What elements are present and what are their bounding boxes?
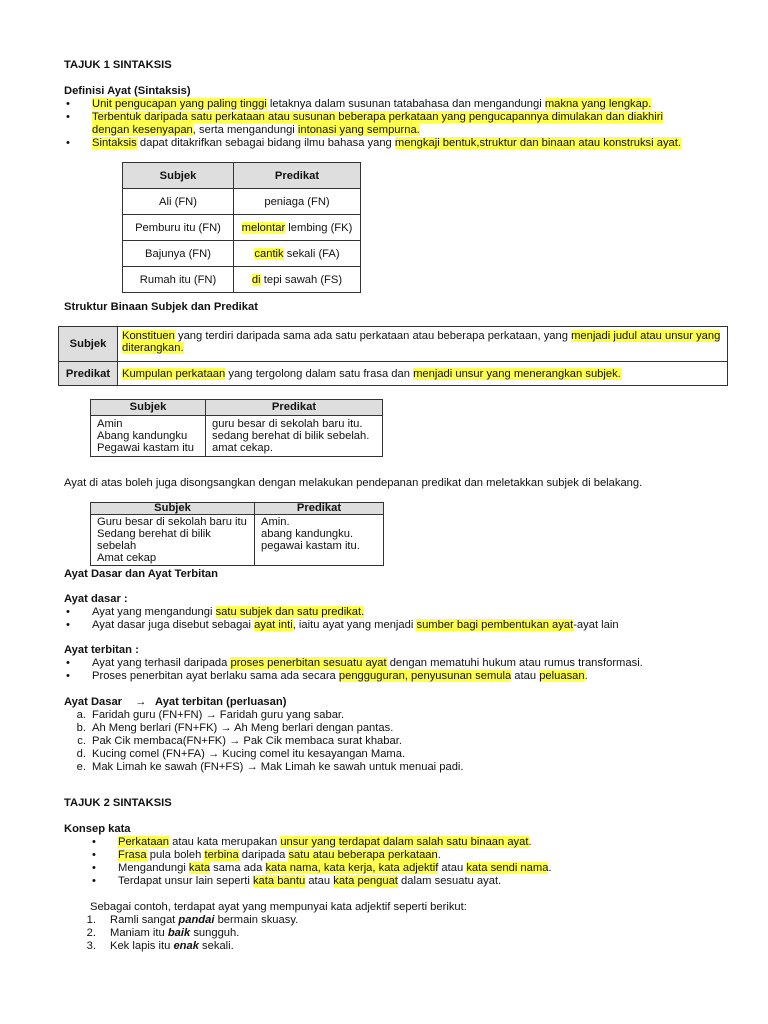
table-header: Predikat [255, 503, 384, 515]
derived-bullet: • Ayat yang terhasil daripada proses penerbitan sesuatu ayat dengan mematuhi hukum atau rumus transformasi. [64, 657, 724, 670]
definition-bullet: • Terbentuk daripada satu perkataan atau susunan beberapa perkataan yang pengucapannya dimulakan dan diakhiri dengan kesenyapan, serta mengandungi intonasi yang sempurna. [64, 111, 692, 137]
table-row: Ali (FN) peniaga (FN) [123, 189, 361, 215]
arrow-icon: → [220, 722, 232, 734]
basic-derived-heading: Ayat Dasar dan Ayat Terbitan [64, 568, 218, 580]
concept-list [90, 836, 720, 888]
section-title-1: TAJUK 1 SINTAKSIS [64, 59, 172, 71]
basic-bullet: • Ayat yang mengandungi satu subjek dan satu predikat. [64, 606, 724, 619]
list-item: e. Mak Limah ke sawah (FN+FS) → Mak Limah ke sawah untuk menuai padi. [76, 761, 464, 773]
arrow-icon: → [229, 735, 241, 747]
example-list [64, 914, 724, 953]
arrow-icon: → [135, 696, 147, 708]
table-header: Subjek [91, 503, 255, 515]
section-title-2: TAJUK 2 SINTAKSIS [64, 797, 172, 809]
concept-bullet: • Frasa pula boleh terbina daripada satu atau beberapa perkataan. [90, 849, 720, 862]
list-item: 3. Kek lapis itu enak sekali. [86, 940, 234, 952]
table-row: Bajunya (FN) cantik sekali (FA) [123, 241, 361, 267]
derived-list [64, 657, 724, 683]
table-row: Predikat Kumpulan perkataan yang tergolong dalam satu frasa dan menjadi unsur yang menerangkan subjek. [59, 362, 728, 386]
expansion-heading: Ayat Dasar → Ayat terbitan (perluasan) [64, 696, 287, 708]
definition-bullet: • Unit pengucapan yang paling tinggi letaknya dalam susunan tatabahasa dan mengandungi makna yang lengkap. [64, 98, 724, 111]
arrow-icon: → [205, 709, 217, 721]
basic-list [64, 606, 724, 632]
table-header: Subjek [91, 400, 206, 416]
arrow-icon: → [246, 761, 258, 773]
table-row: Amin Abang kandungku Pegawai kastam itu guru besar di sekolah baru itu. sedang berehat di bilik sebelah. amat cekap. [91, 416, 383, 457]
structure-heading: Struktur Binaan Subjek dan Predikat [64, 301, 258, 313]
definition-list [64, 98, 724, 150]
basic-bullet: • Ayat dasar juga disebut sebagai ayat inti, iaitu ayat yang menjadi sumber bagi pembentukan ayat-ayat lain [64, 619, 724, 632]
inverted-table [90, 502, 384, 566]
derived-heading: Ayat terbitan : [64, 644, 139, 656]
concept-bullet: • Mengandungi kata sama ada kata nama, kata kerja, kata adjektif atau kata sendi nama. [90, 862, 720, 875]
table-row: Subjek Konstituen yang terdiri daripada sama ada satu perkataan atau beberapa perkataan, yang menjadi judul atau unsur yang diterangkan. [59, 327, 728, 362]
list-item: b. Ah Meng berlari (FN+FK) → Ah Meng berlari dengan pantas. [76, 722, 394, 734]
expansion-list [64, 709, 724, 774]
table-row: Pemburu itu (FN) melontar lembing (FK) [123, 215, 361, 241]
list-item: 2. Maniam itu baik sungguh. [86, 927, 240, 939]
inversion-text: Ayat di atas boleh juga disongsangkan dengan melakukan pendepanan predikat dan meletakkan subjek di belakang. [64, 477, 643, 489]
example-intro: Sebagai contoh, terdapat ayat yang mempunyai kata adjektif seperti berikut: [90, 901, 467, 913]
table-header: Subjek [123, 163, 234, 189]
subject-predicate-table [122, 162, 361, 293]
basic-heading: Ayat dasar : [64, 593, 128, 605]
structure-table [58, 326, 728, 386]
list-item: d. Kucing comel (FN+FA) → Kucing comel itu kesayangan Mama. [76, 748, 406, 760]
concept-bullet: • Terdapat unsur lain seperti kata bantu atau kata penguat dalam sesuatu ayat. [90, 875, 720, 888]
list-item: c. Pak Cik membaca(FN+FK) → Pak Cik membaca surat khabar. [77, 735, 402, 747]
list-item: a. Faridah guru (FN+FN) → Faridah guru yang sabar. [76, 709, 345, 721]
table-row: Rumah itu (FN) di tepi sawah (FS) [123, 267, 361, 293]
list-item: 1. Ramli sangat pandai bermain skuasy. [86, 914, 299, 926]
table-row: Guru besar di sekolah baru itu Sedang berehat di bilik sebelah Amat cekap Amin. abang kandungku. pegawai kastam itu. [91, 515, 384, 566]
definition-bullet: • Sintaksis dapat ditakrifkan sebagai bidang ilmu bahasa yang mengkaji bentuk,struktur dan binaan atau konstruksi ayat. [64, 137, 724, 150]
derived-bullet: • Proses penerbitan ayat berlaku sama ada secara pengguguran, penyusunan semula atau peluasan. [64, 670, 724, 683]
concept-heading: Konsep kata [64, 823, 131, 835]
table-header: Predikat [234, 163, 361, 189]
table-header: Predikat [206, 400, 383, 416]
definition-heading: Definisi Ayat (Sintaksis) [64, 85, 191, 97]
concept-bullet: • Perkataan atau kata merupakan unsur yang terdapat dalam salah satu binaan ayat. [90, 836, 720, 849]
example-table [90, 399, 383, 457]
arrow-icon: → [207, 748, 220, 760]
